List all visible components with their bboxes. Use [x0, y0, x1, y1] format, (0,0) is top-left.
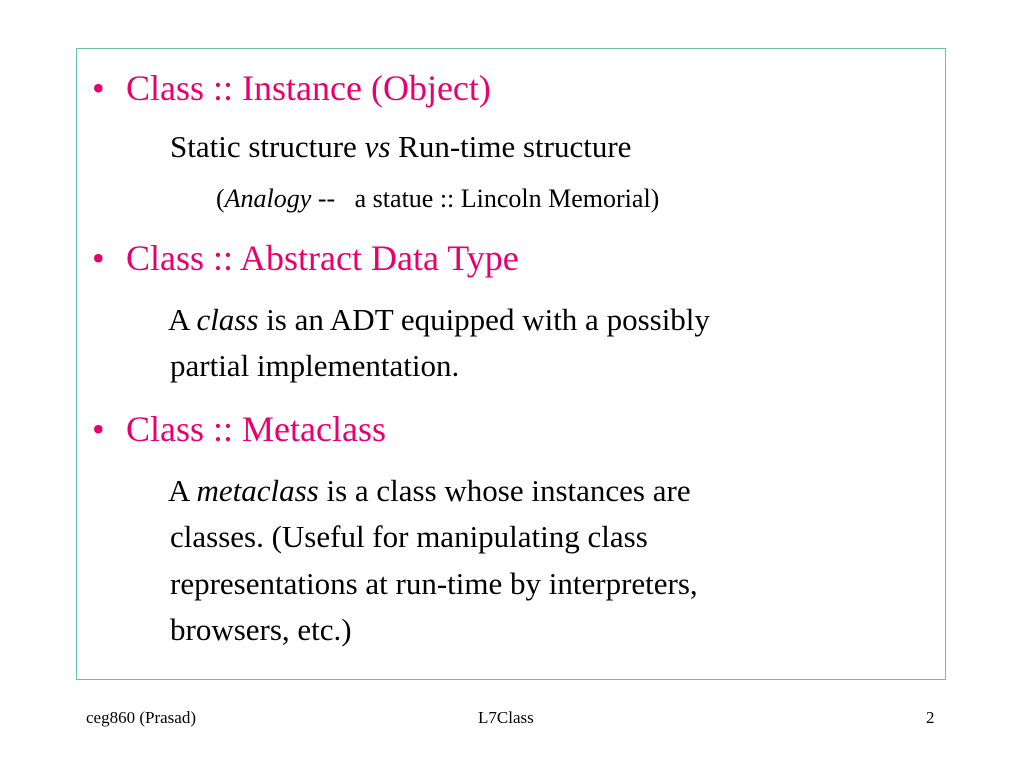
text-span: A — [168, 302, 197, 337]
text-span: is a class whose instances are — [318, 473, 691, 508]
text-span: is an ADT equipped with a possibly — [258, 302, 710, 337]
bullet-3-line-1 — [168, 468, 691, 514]
bullet-2-line-2 — [170, 343, 459, 389]
emphasis-text: vs — [364, 129, 391, 164]
bullet-label: Class :: Metaclass — [126, 409, 386, 449]
text-span: classes. (Useful for manipulating class — [170, 519, 648, 554]
text-span: partial implementation. — [170, 348, 460, 383]
emphasis-text: class — [196, 302, 259, 337]
bullet-class-adt — [92, 238, 519, 278]
bullet-class-metaclass — [92, 409, 386, 449]
emphasis-text: metaclass — [196, 473, 319, 508]
bullet-1-line-2 — [216, 184, 659, 214]
bullet-2-line-1 — [168, 297, 710, 343]
page-number: 2 — [926, 708, 935, 727]
text-span: Run-time structure — [390, 129, 632, 164]
bullet-3-line-2 — [170, 514, 648, 560]
bullet-3-line-3 — [170, 561, 698, 607]
footer-left: ceg860 (Prasad) — [86, 708, 196, 727]
bullet-label: Class :: Abstract Data Type — [126, 238, 519, 278]
bullet-3-line-4 — [170, 607, 352, 653]
bullet-dot-icon: • — [92, 68, 105, 108]
text-span: representations at run-time by interpreters, — [170, 566, 698, 601]
bullet-dot-icon: • — [92, 409, 105, 449]
text-span: Static structure — [170, 129, 365, 164]
bullet-label: Class :: Instance (Object) — [126, 68, 491, 108]
bullet-dot-icon: • — [92, 238, 105, 278]
bullet-class-instance — [92, 68, 491, 108]
text-span: -- a statue :: Lincoln Memorial) — [311, 184, 660, 213]
footer-center: L7Class — [478, 708, 534, 727]
text-span: browsers, etc.) — [170, 612, 352, 647]
text-span: ( — [216, 184, 225, 213]
bullet-1-line-1 — [170, 124, 631, 170]
text-span: A — [168, 473, 197, 508]
emphasis-text: Analogy — [224, 184, 312, 213]
